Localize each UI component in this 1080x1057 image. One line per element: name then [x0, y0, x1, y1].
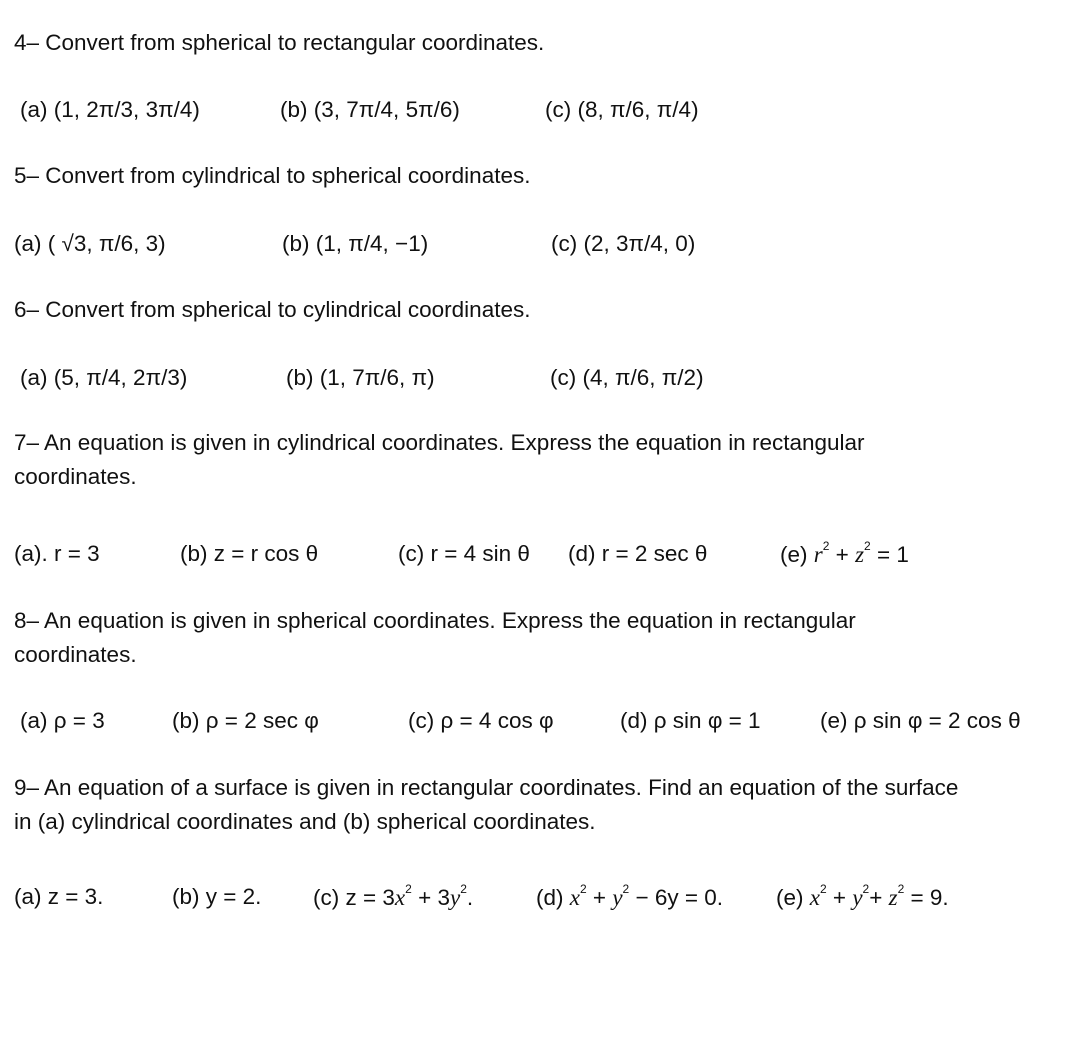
problem-7-option-d: (d) r = 2 sec θ: [568, 541, 708, 566]
exponent: 2: [579, 882, 587, 896]
equation-rhs: = 9.: [904, 885, 949, 910]
problem-9-option-a: (a) z = 3.: [14, 884, 104, 909]
variable-x: x: [569, 885, 580, 910]
problem-8-heading-line-1: 8– An equation is given in spherical coordinates. Express the equation in rectangular: [14, 608, 856, 633]
problem-6-option-a: (a) (5, π/4, 2π/3): [20, 365, 188, 390]
exponent: 2: [864, 539, 871, 553]
equation-rhs: = 1: [876, 542, 909, 567]
period: .: [466, 885, 474, 910]
variable-r: r: [813, 542, 823, 567]
problem-4-option-a: (a) (1, 2π/3, 3π/4): [20, 97, 200, 122]
problem-7-option-c: (c) r = 4 sin θ: [398, 541, 530, 566]
problem-9-option-b: (b) y = 2.: [172, 884, 262, 909]
problem-7-heading-line-1: 7– An equation is given in cylindrical coordinates. Express the equation in rectangular: [14, 430, 865, 455]
problem-8-option-d: (d) ρ sin φ = 1: [620, 708, 761, 733]
variable-y: y: [852, 885, 863, 910]
problem-7-option-a: (a). r = 3: [14, 541, 100, 566]
problem-9-option-c: [313, 882, 474, 910]
variable-x: x: [809, 885, 820, 910]
problem-4-heading: 4– Convert from spherical to rectangular coordinates.: [14, 30, 545, 55]
equation-rest: − 6y = 0.: [629, 885, 724, 910]
problem-8-option-b: (b) ρ = 2 sec φ: [172, 708, 319, 733]
option-d-label: (d): [536, 885, 564, 910]
exponent: 2: [460, 882, 467, 896]
problem-7-heading-line-2: coordinates.: [14, 464, 137, 489]
problem-4-option-b: (b) (3, 7π/4, 5π/6): [280, 97, 460, 122]
problem-8-option-e: (e) ρ sin φ = 2 cos θ: [820, 708, 1021, 733]
equation-middle: + 3: [411, 885, 450, 910]
problem-5-option-a: (a) ( √3, π/6, 3): [14, 231, 166, 256]
problem-7-option-e: [780, 539, 909, 567]
variable-z: z: [855, 542, 865, 567]
variable-y: y: [449, 885, 461, 910]
problem-4-option-c: (c) (8, π/6, π/4): [545, 97, 699, 122]
problem-9-option-e: [776, 882, 949, 910]
variable-x: x: [394, 885, 406, 910]
exponent: 2: [622, 882, 630, 896]
problem-5-option-b: (b) (1, π/4, −1): [282, 231, 429, 256]
plus-sign: +: [869, 885, 889, 910]
problem-6-option-b: (b) (1, 7π/6, π): [286, 365, 435, 390]
plus-sign: +: [826, 885, 853, 910]
plus-sign: +: [835, 542, 849, 567]
exponent: 2: [897, 882, 905, 896]
variable-y: y: [612, 885, 623, 910]
variable-z: z: [888, 885, 898, 910]
problem-5-option-c: (c) (2, 3π/4, 0): [551, 231, 696, 256]
plus-sign: +: [586, 885, 613, 910]
problem-5-heading: 5– Convert from cylindrical to spherical coordinates.: [14, 163, 531, 188]
problem-9-heading-line-1: 9– An equation of a surface is given in rectangular coordinates. Find an equation of the surface: [14, 775, 959, 800]
option-e-label: (e): [776, 885, 804, 910]
problem-8-option-a: (a) ρ = 3: [20, 708, 105, 733]
option-e-label: (e): [780, 542, 808, 567]
exponent: 2: [822, 539, 830, 553]
equation-lhs: (c) z = 3: [313, 885, 395, 910]
exponent: 2: [819, 882, 827, 896]
exponent: 2: [405, 882, 412, 896]
exponent: 2: [862, 882, 870, 896]
problem-7-option-b: (b) z = r cos θ: [180, 541, 319, 566]
problem-6-option-c: (c) (4, π/6, π/2): [550, 365, 704, 390]
problem-9-option-d: [536, 882, 724, 910]
problem-8-option-c: (c) ρ = 4 cos φ: [408, 708, 554, 733]
problem-8-heading-line-2: coordinates.: [14, 642, 137, 667]
problem-6-heading: 6– Convert from spherical to cylindrical coordinates.: [14, 297, 531, 322]
problem-9-heading-line-2: in (a) cylindrical coordinates and (b) spherical coordinates.: [14, 809, 596, 834]
